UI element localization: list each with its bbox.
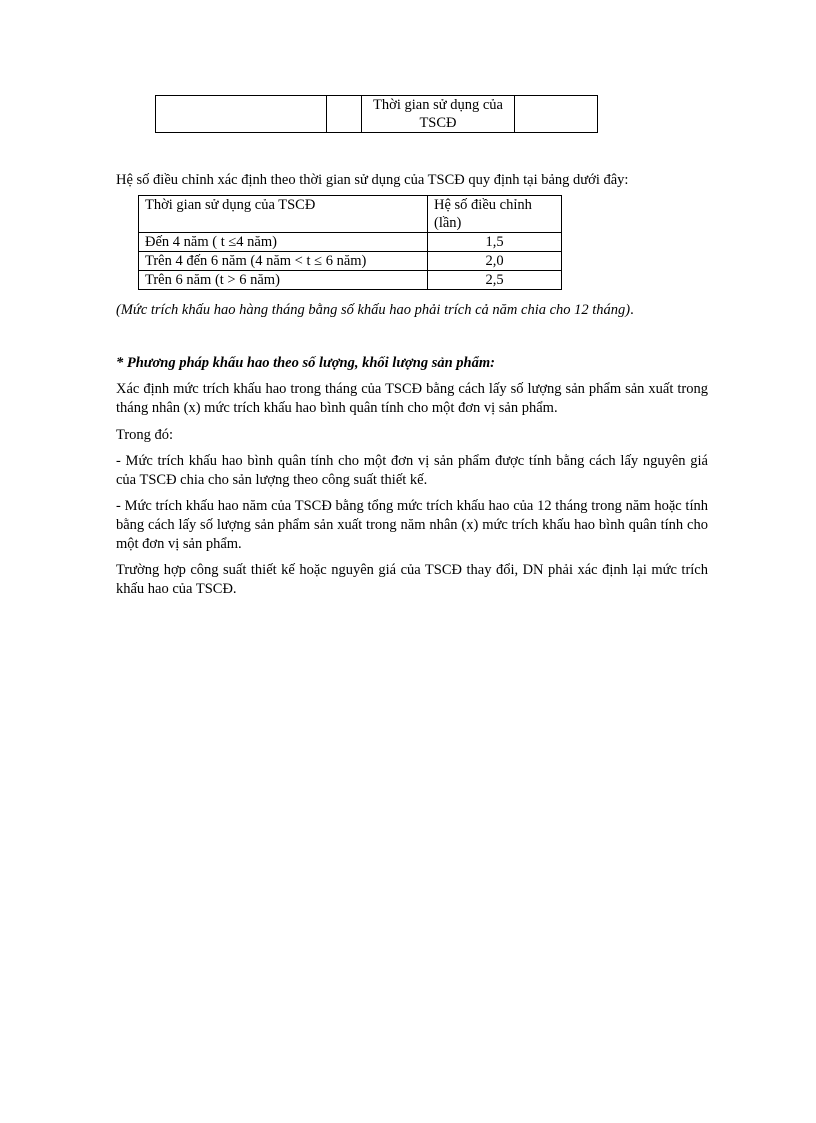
row-period: Trên 6 năm (t > 6 năm)	[139, 271, 428, 290]
table-row	[139, 233, 562, 252]
header-usage-time: Thời gian sử dụng của TSCĐ	[139, 196, 428, 233]
paragraph-capacity-change: Trường hợp công suất thiết kế hoặc nguyên giá của TSCĐ thay đổi, DN phải xác định lại mức trích khấu hao của TSCĐ.	[116, 562, 708, 597]
paragraph-where: Trong đó:	[116, 427, 174, 443]
paragraph-definition: Xác định mức trích khấu hao trong tháng của TSCĐ bằng cách lấy số lượng sản phẩm sản xuất trong tháng nhân (x) mức trích khấu hao bình quân tính cho một đơn vị sản phẩm.	[116, 381, 708, 416]
section-heading: * Phương pháp khấu hao theo số lượng, khối lượng sản phẩm:	[116, 355, 495, 371]
paragraph-annual-rate: - Mức trích khấu hao năm của TSCĐ bằng tổng mức trích khấu hao của 12 tháng trong năm hoặc tính bằng cách lấy số lượng sản phẩm sản xuất trong năm nhân (x) mức trích khấu hao bình quân tính cho một đơn vị sản phẩm.	[116, 498, 708, 552]
row-period: Trên 4 đến 6 năm (4 năm < t ≤ 6 năm)	[139, 252, 428, 271]
coefficient-table	[138, 195, 562, 290]
top-table-fragment	[155, 95, 598, 133]
note-period: .	[630, 302, 634, 318]
header-coefficient: Hệ số điều chỉnh (lần)	[428, 196, 562, 233]
note-paragraph	[116, 301, 716, 319]
table-row	[139, 271, 562, 290]
row-period: Đến 4 năm ( t ≤4 năm)	[139, 233, 428, 252]
table-cell	[327, 96, 362, 133]
table-cell-usage-time: Thời gian sử dụng của TSCĐ	[362, 96, 515, 133]
paragraph-unit-rate: - Mức trích khấu hao bình quân tính cho một đơn vị sản phẩm được tính bằng cách lấy nguyên giá của TSCĐ chia cho sản lượng theo công suất thiết kế.	[116, 453, 708, 488]
note-text: (Mức trích khấu hao hàng tháng bằng số khấu hao phải trích cả năm chia cho 12 tháng)	[116, 302, 631, 318]
intro-paragraph: Hệ số điều chỉnh xác định theo thời gian sử dụng của TSCĐ quy định tại bảng dưới đây:	[116, 172, 629, 188]
table-header-row	[139, 196, 562, 233]
row-coefficient: 2,0	[428, 252, 562, 271]
table-cell	[515, 96, 598, 133]
row-coefficient: 1,5	[428, 233, 562, 252]
table-row	[139, 252, 562, 271]
table-cell	[156, 96, 327, 133]
table-row	[156, 96, 598, 133]
row-coefficient: 2,5	[428, 271, 562, 290]
